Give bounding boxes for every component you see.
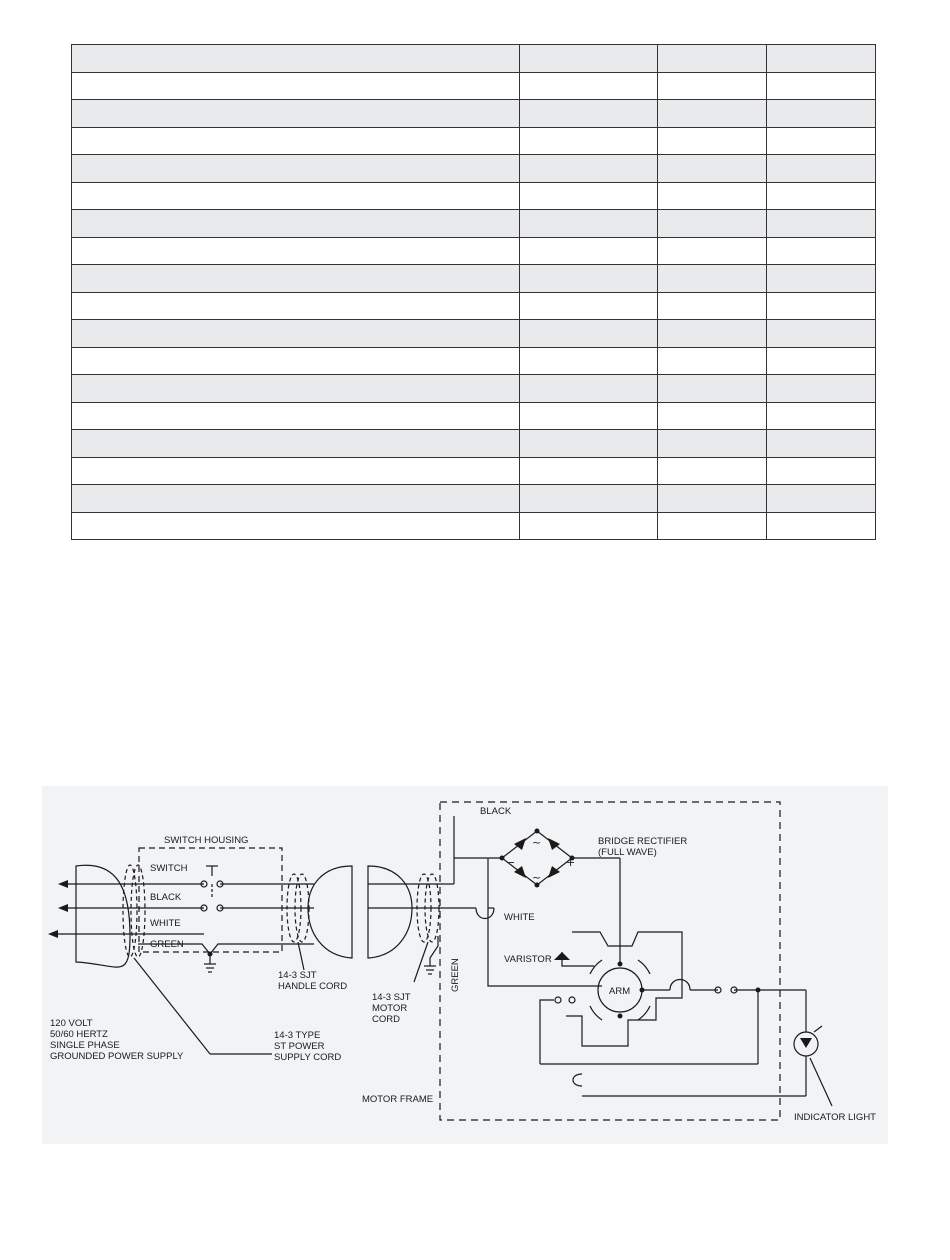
motor-green-lead	[430, 936, 438, 958]
table-cell	[767, 237, 876, 265]
junction-7	[618, 1014, 623, 1019]
varistor-symbol	[554, 952, 570, 960]
table-cell	[72, 512, 520, 540]
table-cell	[520, 430, 658, 458]
parts-table	[71, 44, 876, 540]
switch-housing-label: SWITCH HOUSING	[164, 835, 249, 846]
table-row	[72, 320, 876, 348]
table-cell	[72, 210, 520, 238]
table-cell	[767, 430, 876, 458]
table-cell	[72, 182, 520, 210]
supply-cord-ring-2	[131, 865, 145, 957]
table-cell	[72, 127, 520, 155]
table-cell	[72, 402, 520, 430]
crossover-1	[670, 980, 690, 991]
table-cell	[520, 457, 658, 485]
handle-cord-leader	[298, 942, 304, 970]
brush-seg-4	[638, 1006, 650, 1020]
table-cell	[658, 457, 767, 485]
table-row	[72, 182, 876, 210]
table-row	[72, 265, 876, 293]
table-cell	[520, 485, 658, 513]
table-cell	[520, 347, 658, 375]
power-label-3: SINGLE PHASE	[50, 1040, 120, 1051]
junction-1	[535, 829, 540, 834]
table-cell	[72, 430, 520, 458]
table-cell	[658, 182, 767, 210]
table-cell	[658, 430, 767, 458]
arm-label: ARM	[609, 986, 631, 997]
indicator-diode	[800, 1038, 812, 1048]
table-cell	[767, 512, 876, 540]
light-ray	[814, 1026, 822, 1032]
table-cell	[767, 127, 876, 155]
brush-seg-2	[638, 960, 650, 974]
table-cell	[520, 182, 658, 210]
junction-ground	[208, 952, 213, 957]
table-row	[72, 347, 876, 375]
indicator-light-label: INDICATOR LIGHT	[794, 1112, 876, 1123]
diode-1	[514, 838, 526, 850]
table-cell	[520, 375, 658, 403]
table-cell	[767, 182, 876, 210]
table-cell	[520, 72, 658, 100]
table-row	[72, 100, 876, 128]
supply-cord-leader	[134, 958, 210, 1054]
table-cell	[72, 100, 520, 128]
table-cell	[767, 265, 876, 293]
table-cell	[72, 292, 520, 320]
table-row	[72, 72, 876, 100]
table-cell	[658, 375, 767, 403]
power-plug-shape	[76, 865, 130, 967]
table-cell	[658, 512, 767, 540]
table-cell	[658, 485, 767, 513]
handle-cord-label-1: 14-3 SJT	[278, 970, 317, 981]
table-cell	[658, 210, 767, 238]
brush-seg-3	[590, 1006, 602, 1020]
table-cell	[72, 457, 520, 485]
table-cell	[520, 100, 658, 128]
arrow-switch	[58, 880, 68, 888]
power-label-1: 120 VOLT	[50, 1018, 93, 1029]
table-cell	[767, 485, 876, 513]
table-row	[72, 127, 876, 155]
table-cell	[767, 402, 876, 430]
junction-5	[618, 962, 623, 967]
table-row	[72, 210, 876, 238]
table-cell	[72, 237, 520, 265]
supply-cord-label-3: SUPPLY CORD	[274, 1052, 342, 1063]
supply-cord-label-2: ST POWER	[274, 1041, 325, 1052]
table-cell	[520, 237, 658, 265]
table-cell	[767, 347, 876, 375]
diode-4	[548, 866, 560, 878]
black-left-label: BLACK	[150, 892, 182, 903]
power-label-4: GROUNDED POWER SUPPLY	[50, 1051, 184, 1062]
white-left-label: WHITE	[150, 918, 181, 929]
motor-frame-label: MOTOR FRAME	[362, 1094, 434, 1105]
indicator-callout	[810, 1058, 832, 1106]
table-cell	[72, 72, 520, 100]
contact-c	[555, 997, 561, 1003]
brush-seg-1	[590, 960, 602, 974]
table-row	[72, 237, 876, 265]
handle-receptacle	[308, 866, 352, 958]
table-row	[72, 375, 876, 403]
arrow-black	[58, 904, 68, 912]
table-cell	[658, 127, 767, 155]
table-cell	[658, 347, 767, 375]
varistor-label: VARISTOR	[504, 954, 552, 965]
table-cell	[520, 402, 658, 430]
power-label-2: 50/60 HERTZ	[50, 1029, 108, 1040]
table-cell	[72, 375, 520, 403]
junction-2	[500, 856, 505, 861]
table-cell	[658, 155, 767, 183]
table-cell	[520, 210, 658, 238]
table-cell	[72, 485, 520, 513]
table-cell	[767, 210, 876, 238]
table-cell	[520, 127, 658, 155]
table-cell	[658, 292, 767, 320]
table-cell	[658, 45, 767, 73]
motor-cord-leader	[414, 942, 428, 982]
white-crossover	[476, 908, 494, 919]
contact-d	[569, 997, 575, 1003]
table-cell	[767, 375, 876, 403]
table-cell	[520, 45, 658, 73]
junction-8	[756, 988, 761, 993]
motor-plug	[368, 866, 412, 958]
table-cell	[767, 320, 876, 348]
table-row	[72, 430, 876, 458]
table-cell	[767, 457, 876, 485]
green-left-label: GREEN	[150, 939, 184, 950]
table-row	[72, 402, 876, 430]
table-cell	[767, 72, 876, 100]
handle-cord-label-2: HANDLE CORD	[278, 981, 348, 992]
motor-cord-label-3: CORD	[372, 1014, 400, 1025]
table-cell	[520, 155, 658, 183]
plus-sign: +	[566, 856, 576, 869]
table-row	[72, 485, 876, 513]
white-right-label: WHITE	[504, 912, 535, 923]
table-cell	[72, 45, 520, 73]
table-row	[72, 292, 876, 320]
table-cell	[72, 320, 520, 348]
bridge-label-2: (FULL WAVE)	[598, 847, 657, 858]
motor-cord-label-2: MOTOR	[372, 1003, 408, 1014]
wiring-diagram-svg	[42, 786, 888, 1144]
table-cell	[767, 100, 876, 128]
supply-cord-label-1: 14-3 TYPE	[274, 1030, 321, 1041]
wiring-diagram	[42, 786, 888, 1144]
left-return	[540, 1000, 554, 1064]
table-cell	[767, 45, 876, 73]
table-cell	[658, 265, 767, 293]
table-cell	[658, 402, 767, 430]
table-cell	[520, 512, 658, 540]
green-vertical-label: GREEN	[450, 958, 461, 992]
table-cell	[658, 237, 767, 265]
tilde-top: ~	[532, 836, 542, 849]
table-cell	[72, 155, 520, 183]
table-body	[72, 45, 876, 540]
table-row	[72, 457, 876, 485]
table-cell	[520, 320, 658, 348]
bridge-label-1: BRIDGE RECTIFIER	[598, 836, 688, 847]
table-cell	[767, 155, 876, 183]
switch-label: SWITCH	[150, 863, 188, 874]
table-row	[72, 45, 876, 73]
table-cell	[520, 265, 658, 293]
junction-6	[640, 988, 645, 993]
table-cell	[72, 347, 520, 375]
table-row	[72, 155, 876, 183]
table-cell	[767, 292, 876, 320]
table-row	[72, 512, 876, 540]
motor-cord-label-1: 14-3 SJT	[372, 992, 411, 1003]
table-cell	[658, 320, 767, 348]
black-top-label: BLACK	[480, 806, 512, 817]
diode-3	[514, 866, 526, 878]
minus-sign: −	[506, 856, 516, 869]
table-cell	[658, 100, 767, 128]
diode-2	[548, 838, 560, 850]
table-cell	[658, 72, 767, 100]
tilde-bottom: ~	[532, 871, 542, 884]
arrow-white	[48, 930, 58, 938]
table-cell	[520, 292, 658, 320]
table-cell	[72, 265, 520, 293]
crossover-2	[573, 1074, 582, 1086]
